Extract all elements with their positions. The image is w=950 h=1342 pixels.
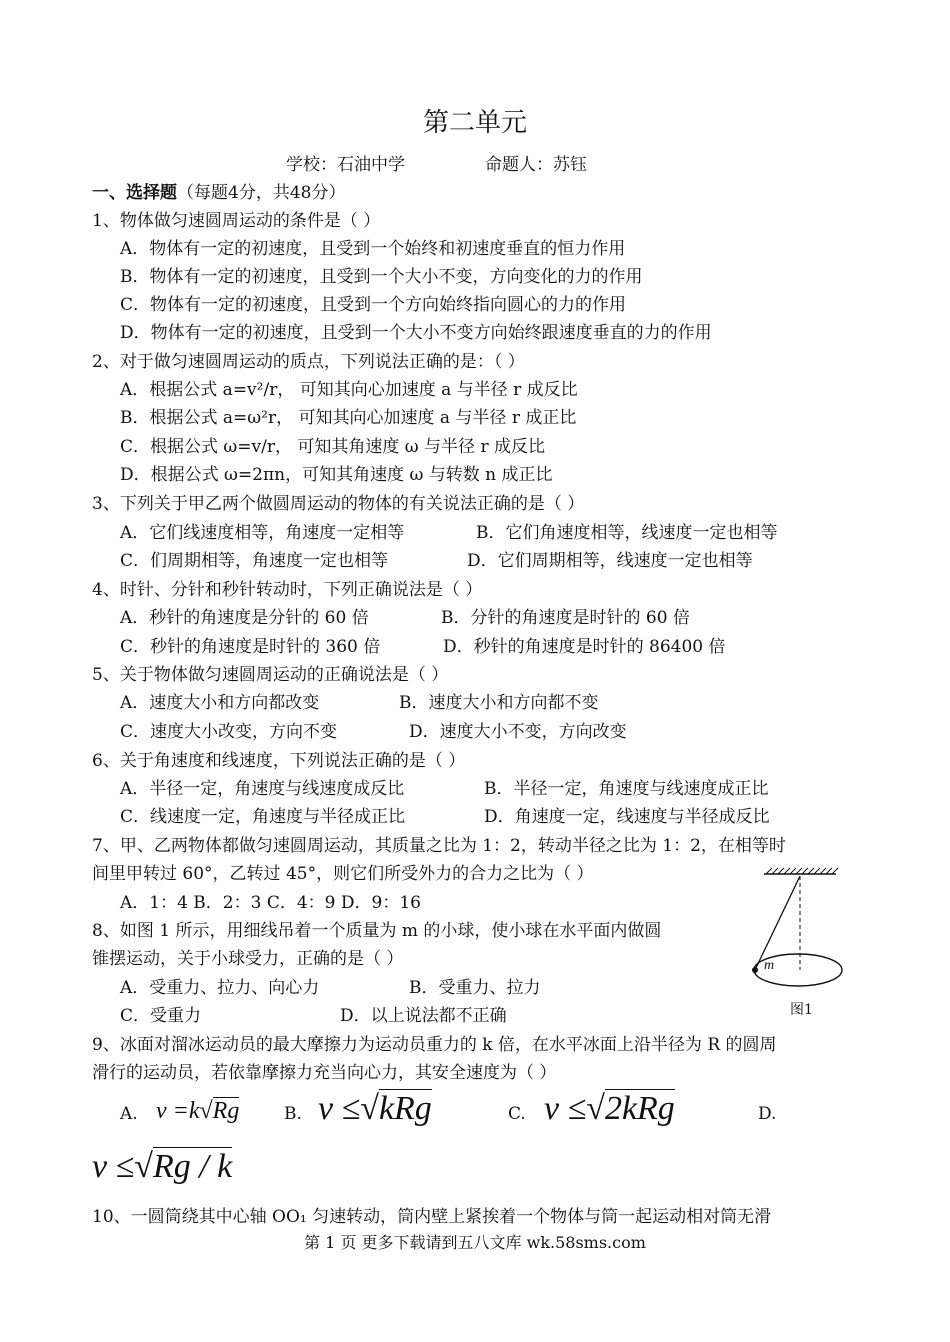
sqrt-icon: √ — [360, 1090, 379, 1127]
q1-option-c: C．物体有一定的初速度，且受到一个方向始终指向圆心的力的作用 — [120, 295, 627, 315]
q9-option-c-formula — [544, 1090, 675, 1128]
q2-option-a: A．根据公式 a=v²/r， 可知其向心加速度 a 与半径 r 成反比 — [120, 380, 578, 400]
q8-option-a: A．受重力、拉力、向心力 — [120, 978, 320, 998]
q5-option-d: D．速度大小不变，方向改变 — [409, 722, 627, 742]
mass-label: m — [764, 958, 775, 973]
q1-option-d: D．物体有一定的初速度，且受到一个大小不变方向始终跟速度垂直的力的作用 — [120, 323, 712, 343]
q2-option-d: D．根据公式 ω=2πn，可知其角速度 ω 与转数 n 成正比 — [120, 465, 553, 485]
q8-option-d: D．以上说法都不正确 — [340, 1006, 507, 1026]
sqrt-icon: √ — [586, 1090, 605, 1127]
sqrt-icon: √ — [199, 1098, 213, 1124]
q4-option-a: A．秒针的角速度是分针的 60 倍 — [120, 608, 369, 628]
q4-stem: 4、时针、分针和秒针转动时，下列正确说法是（ ） — [92, 580, 483, 600]
q9-option-a-formula — [156, 1098, 239, 1125]
q2-stem: 2、对于做匀速圆周运动的质点，下列说法正确的是：（ ） — [92, 352, 525, 372]
q6-option-c: C．线速度一定，角速度与半径成正比 — [120, 807, 406, 827]
author-label: 命题人：苏钰 — [485, 155, 587, 175]
q9-option-b-formula — [318, 1090, 432, 1128]
q10-stem-line1: 10、一圆筒绕其中心轴 OO₁ 匀速转动，筒内壁上紧挨着一个物体与筒一起运动相对筒无滑 — [92, 1207, 772, 1227]
q9-option-d-formula — [92, 1148, 232, 1186]
ceiling-hatch — [766, 868, 838, 874]
section-heading — [92, 182, 345, 204]
q3-option-c: C．们周期相等，角速度一定也相等 — [120, 551, 389, 571]
sqrt-icon: √ — [134, 1148, 153, 1185]
q9-option-a-label: A. — [120, 1104, 138, 1124]
q1-option-a: A．物体有一定的初速度，且受到一个始终和初速度垂直的恒力作用 — [120, 239, 626, 259]
q6-option-a: A．半径一定，角速度与线速度成反比 — [120, 779, 405, 799]
q3-option-b: B．它们角速度相等，线速度一定也相等 — [476, 523, 778, 543]
q5-option-b: B．速度大小和方向都不变 — [399, 693, 599, 713]
q8-stem-line2: 锥摆运动，关于小球受力，正确的是（ ） — [92, 949, 404, 969]
page-title: 第二单元 — [422, 108, 527, 138]
q9-b-lhs: v ≤ — [318, 1090, 361, 1127]
q3-stem: 3、下列关于甲乙两个做圆周运动的物体的有关说法正确的是（ ） — [92, 494, 585, 514]
q9-stem-line2: 滑行的运动员，若依靠摩擦力充当向心力，其安全速度为（ ） — [92, 1063, 557, 1083]
q8-option-c: C．受重力 — [120, 1006, 202, 1026]
q5-stem: 5、关于物体做匀速圆周运动的正确说法是（ ） — [92, 665, 449, 685]
q6-option-d: D．角速度一定，线速度与半径成反比 — [484, 807, 770, 827]
q9-d-lhs: v ≤ — [92, 1148, 135, 1185]
q9-c-radicand: 2kRg — [604, 1090, 675, 1127]
section-note: （每题4分，共48分） — [177, 183, 346, 203]
q9-option-c-label: C. — [508, 1104, 526, 1124]
q6-option-b: B．半径一定，角速度与线速度成正比 — [484, 779, 769, 799]
q5-option-c: C．速度大小改变，方向不变 — [120, 722, 338, 742]
q9-c-lhs: v ≤ — [544, 1090, 587, 1127]
q3-option-d: D．它们周期相等，线速度一定也相等 — [467, 551, 753, 571]
figure-1-conical-pendulum — [748, 866, 848, 1030]
q8-stem-line1: 8、如图 1 所示，用细线吊着一个质量为 m 的小球，使小球在水平面内做圆 — [92, 921, 662, 941]
q1-stem: 1、物体做匀速圆周运动的条件是（ ） — [92, 211, 381, 231]
page-footer: 第 1 页 更多下载请到五八文库 wk.58sms.com — [304, 1233, 646, 1252]
q9-d-radicand: Rg / k — [152, 1148, 233, 1185]
q3-option-a: A．它们线速度相等，角速度一定相等 — [120, 523, 405, 543]
q2-option-c: C．根据公式 ω=v/r， 可知其角速度 ω 与半径 r 成反比 — [120, 437, 545, 457]
q6-stem: 6、关于角速度和线速度，下列说法正确的是（ ） — [92, 751, 466, 771]
q4-option-d: D．秒针的角速度是时针的 86400 倍 — [443, 637, 726, 657]
ball — [752, 967, 758, 973]
q9-stem-line1: 9、冰面对溜冰运动员的最大摩擦力为运动员重力的 k 倍，在水平冰面上沿半径为 R 的圆周 — [92, 1035, 777, 1055]
q9-b-radicand: kRg — [378, 1090, 432, 1127]
figure-caption: 图1 — [790, 1002, 813, 1018]
q2-option-b: B．根据公式 a=ω²r， 可知其向心加速度 a 与半径 r 成正比 — [120, 408, 577, 428]
q9-option-d-label: D. — [758, 1104, 777, 1124]
q8-option-b: B．受重力、拉力 — [409, 978, 541, 998]
q5-option-a: A．速度大小和方向都改变 — [120, 693, 320, 713]
q9-a-lhs: v =k — [156, 1098, 200, 1124]
q9-option-b-label: B. — [284, 1104, 302, 1124]
q9-a-radicand: Rg — [212, 1098, 240, 1124]
q7-options: A．1：4 B．2：3 C．4：9 D．9：16 — [120, 893, 421, 913]
q7-stem-line1: 7、甲、乙两物体都做匀速圆周运动，其质量之比为 1：2，转动半径之比为 1：2，在相等时 — [92, 836, 786, 856]
q1-option-b: B．物体有一定的初速度，且受到一个大小不变，方向变化的力的作用 — [120, 267, 643, 287]
q4-option-b: B．分针的角速度是时针的 60 倍 — [441, 608, 690, 628]
doc-meta — [286, 154, 587, 176]
q7-stem-line2: 间里甲转过 60°，乙转过 45°，则它们所受外力的合力之比为（ ） — [92, 864, 594, 884]
section-title: 一、选择题 — [92, 183, 177, 203]
q4-option-c: C．秒针的角速度是时针的 360 倍 — [120, 637, 381, 657]
school-label: 学校：石油中学 — [286, 155, 405, 175]
